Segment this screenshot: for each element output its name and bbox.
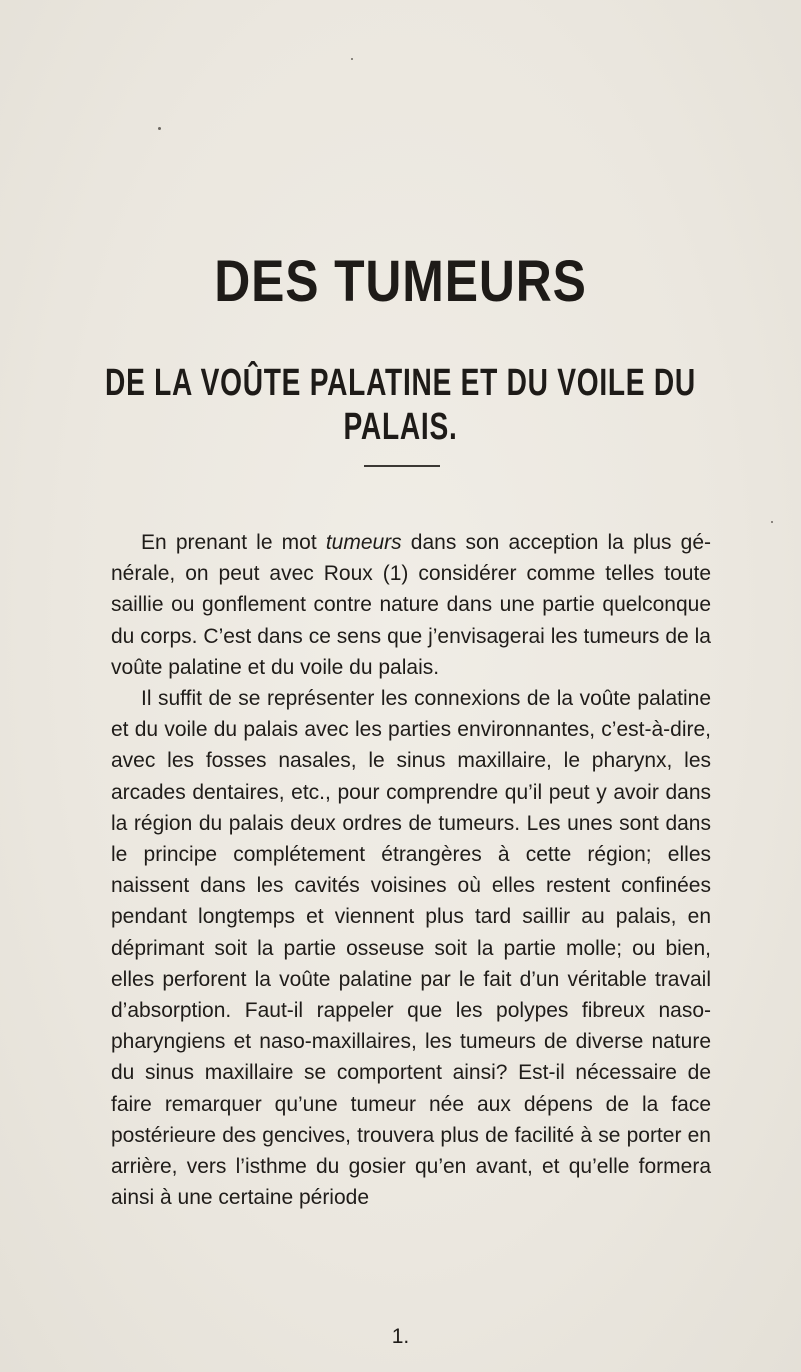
divider-rule [364, 465, 440, 467]
paragraph-2: Il suffit de se représenter les connexions de la voûte palatine et du voile du palais avec les parties environnantes, c’est-à-dire, avec les fosses nasales, le sinus maxillaire, le pharynx, les arcades dentaires, etc., pour comprendre qu’il peut y avoir dans la région du palais deux ordres de tumeurs. Les unes sont dans le principe complétement étrangères à cette région; elles naissent dans les cavités voisines où elles restent confinées pendant longtemps et viennent plus tard saillir au palais, en déprimant soit la partie osseuse soit la partie molle; ou bien, elles perforent la voûte palatine par le fait d’un véritable travail d’absorption. Faut-il rappeler que les polypes fibreux naso-pharyngiens et naso-maxillaires, les tumeurs de diverse nature du sinus maxillaire se comportent ainsi? Est-il nécessaire de faire remarquer qu’une tumeur née aux dépens de la face postérieure des gencives, trouvera plus de facilité à se porter en arrière, vers l’isthme du gosier qu’en avant, et qu’elle formera ainsi à une certaine période [111, 687, 711, 1210]
paragraph-1: En prenant le mot tumeurs dans son acception la plus générale, on peut avec Roux (1) considérer comme telles toute saillie ou gonflement contre nature dans une partie quelconque du corps. C’est dans ce sens que j’envisagerai les tumeurs de la voûte palatine et du voile du palais. [111, 531, 711, 679]
page-subtitle: DE LA VOÛTE PALATINE ET DU VOILE DU PALAIS. [105, 362, 696, 448]
print-speck [771, 521, 773, 523]
page-title: DES TUMEURS [214, 249, 587, 314]
emphasis-term: tumeurs [325, 531, 402, 554]
body-text [111, 527, 711, 1213]
page-number: 1. [391, 1325, 410, 1348]
print-speck [158, 127, 161, 130]
print-speck [351, 58, 353, 60]
